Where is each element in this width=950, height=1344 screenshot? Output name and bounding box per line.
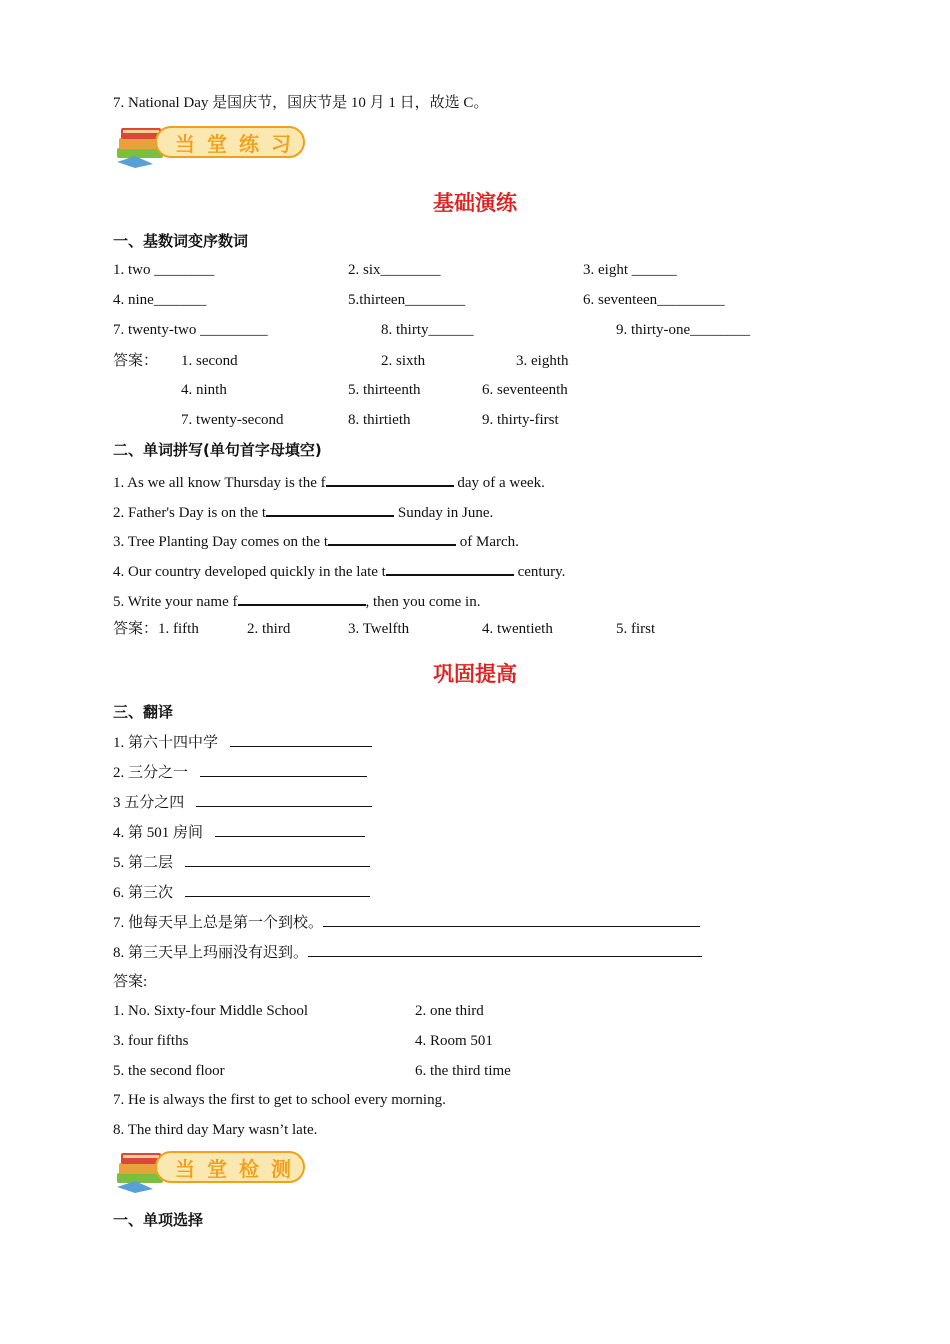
answer-blank[interactable] bbox=[230, 731, 372, 747]
answer-blank[interactable] bbox=[326, 470, 454, 487]
answer-blank[interactable] bbox=[323, 911, 700, 927]
answer-item: 3. eighth bbox=[516, 353, 569, 369]
answer-item: 2. third bbox=[247, 621, 291, 637]
answer-blank[interactable] bbox=[185, 881, 370, 897]
spelling-item: 3. Tree Planting Day comes on the t of March. bbox=[113, 529, 519, 552]
answer-item: 4. twentieth bbox=[482, 621, 553, 637]
answer-blank[interactable] bbox=[196, 791, 372, 807]
answer-item: 1. second bbox=[181, 353, 238, 369]
answer-blank[interactable] bbox=[238, 589, 366, 606]
translation-item: 4. 第 501 房间 bbox=[113, 821, 365, 843]
answer-label: 答案： bbox=[113, 353, 159, 369]
answer-blank[interactable] bbox=[328, 529, 456, 546]
exercise-item: 9. thirty-one________ bbox=[616, 322, 751, 338]
translation-item: 3 五分之四 bbox=[113, 791, 372, 813]
spelling-item: 2. Father's Day is on the t Sunday in June. bbox=[113, 500, 493, 523]
translation-item: 2. 三分之一 bbox=[113, 761, 367, 783]
answer-blank[interactable] bbox=[308, 941, 702, 957]
translation-item: 6. 第三次 bbox=[113, 881, 370, 903]
answer-item: 5. first bbox=[616, 621, 656, 637]
answer-item: 7. He is always the first to get to school every morning. bbox=[113, 1092, 446, 1108]
answer-item: 2. one third bbox=[415, 1003, 484, 1019]
answer-item: 7. twenty-second bbox=[181, 412, 284, 428]
answer-item: 5. the second floor bbox=[113, 1063, 225, 1079]
exercise-item: 5.thirteen________ bbox=[348, 292, 466, 308]
answer-item: 1. No. Sixty-four Middle School bbox=[113, 1003, 308, 1019]
exercise-item: 1. two ________ bbox=[113, 262, 215, 278]
spelling-item: 5. Write your name f , then you come in. bbox=[113, 589, 480, 612]
answer-item: 8. thirtieth bbox=[348, 412, 411, 428]
spelling-item: 1. As we all know Thursday is the f day of a week. bbox=[113, 470, 545, 493]
translation-item: 7. 他每天早上总是第一个到校。 bbox=[113, 911, 700, 933]
answer-item: 9. thirty-first bbox=[482, 412, 559, 428]
answer-blank[interactable] bbox=[386, 559, 514, 576]
answer-item: 4. ninth bbox=[181, 382, 227, 398]
answer-item: 6. the third time bbox=[415, 1063, 511, 1079]
part3-heading: 三、翻译 bbox=[113, 703, 174, 721]
answer-blank[interactable] bbox=[185, 851, 370, 867]
exercise-item: 8. thirty______ bbox=[381, 322, 474, 338]
exercise-item: 3. eight ______ bbox=[583, 262, 677, 278]
part1-heading: 一、基数词变序数词 bbox=[113, 232, 249, 250]
exercise-item: 6. seventeen_________ bbox=[583, 292, 725, 308]
spelling-item: 4. Our country developed quickly in the late t century. bbox=[113, 559, 565, 582]
answer-item: 6. seventeenth bbox=[482, 382, 568, 398]
answer-blank[interactable] bbox=[200, 761, 367, 777]
answer-label: 答案: bbox=[113, 974, 148, 990]
banner-label: 当堂练习 bbox=[175, 132, 303, 156]
part2-heading: 二、单词拼写(单句首字母填空) bbox=[113, 441, 322, 459]
banner-label: 当堂检测 bbox=[175, 1157, 303, 1181]
test-banner bbox=[113, 1145, 313, 1195]
exercise-item: 7. twenty-two _________ bbox=[113, 322, 268, 338]
translation-item: 8. 第三天早上玛丽没有迟到。 bbox=[113, 941, 702, 963]
answer-item: 4. Room 501 bbox=[415, 1033, 493, 1049]
exercise-item: 2. six________ bbox=[348, 262, 441, 278]
answer-blank[interactable] bbox=[215, 821, 365, 837]
answer-item: 2. sixth bbox=[381, 353, 426, 369]
translation-item: 1. 第六十四中学 bbox=[113, 731, 372, 753]
section-title-improve: 巩固提高 bbox=[433, 662, 517, 686]
practice-banner bbox=[113, 120, 313, 170]
section-title-basic: 基础演练 bbox=[433, 191, 517, 215]
previous-answer-note: 7. National Day 是国庆节，国庆节是 10 月 1 日，故选 C。 bbox=[113, 95, 489, 111]
answer-item: 5. thirteenth bbox=[348, 382, 421, 398]
answer-blank[interactable] bbox=[266, 500, 394, 517]
exercise-item: 4. nine_______ bbox=[113, 292, 207, 308]
answer-item: 3. Twelfth bbox=[348, 621, 410, 637]
answer-item: 3. four fifths bbox=[113, 1033, 189, 1049]
answer-item: 8. The third day Mary wasn’t late. bbox=[113, 1122, 318, 1138]
translation-item: 5. 第二层 bbox=[113, 851, 370, 873]
part4-heading: 一、单项选择 bbox=[113, 1211, 204, 1229]
answer-item: 答案：1. fifth bbox=[113, 621, 199, 637]
